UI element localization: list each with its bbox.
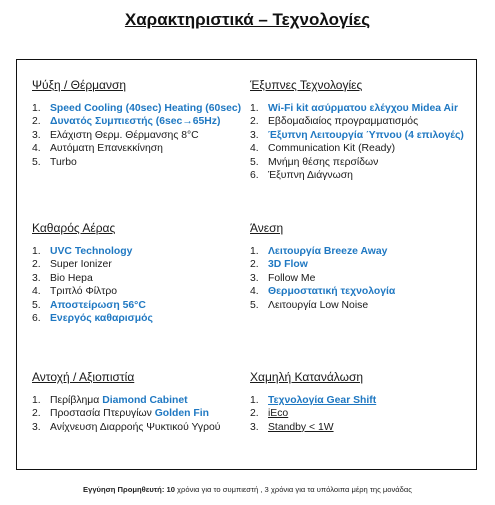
feature-highlight-text: Τεχνολογία Gear Shift bbox=[268, 395, 377, 406]
feature-text bbox=[50, 245, 132, 258]
feature-item bbox=[250, 115, 475, 128]
feature-item bbox=[250, 394, 475, 407]
feature-item bbox=[32, 115, 242, 128]
feature-plain-text: Αυτόματη Επανεκκίνηση bbox=[50, 143, 163, 155]
warranty-years-other: 3 bbox=[264, 485, 269, 494]
feature-highlight-text: Θερμοστατική τεχνολογία bbox=[268, 286, 396, 298]
feature-item bbox=[250, 407, 475, 420]
feature-number: 2. bbox=[32, 408, 41, 420]
feature-item bbox=[32, 421, 247, 434]
feature-text bbox=[268, 285, 395, 298]
feature-text bbox=[268, 407, 288, 420]
feature-plain-text: Super Ionizer bbox=[50, 259, 112, 271]
feature-number: 3. bbox=[32, 272, 41, 284]
feature-item bbox=[32, 258, 242, 271]
feature-highlight-text: Ενεργός καθαρισμός bbox=[50, 312, 153, 324]
feature-item bbox=[250, 272, 475, 285]
section-title-durability: Αντοχή / Αξιοπιστία bbox=[32, 370, 135, 384]
feature-list-cooling-heating bbox=[32, 102, 242, 169]
feature-item bbox=[250, 102, 475, 115]
feature-text bbox=[50, 129, 199, 142]
feature-text bbox=[50, 156, 77, 169]
section-title-clean-air: Καθαρός Αέρας bbox=[32, 221, 116, 235]
feature-number: 1. bbox=[32, 103, 41, 114]
feature-number: 1. bbox=[250, 246, 259, 257]
feature-plain-text: Bio Hepa bbox=[50, 272, 93, 284]
feature-plain-text: Λειτουργία Low Noise bbox=[268, 299, 369, 311]
feature-highlight-text: Wi-Fi kit ασύρματου ελέγχου Midea Air bbox=[268, 103, 458, 114]
feature-text bbox=[50, 421, 220, 434]
feature-number: 3. bbox=[250, 421, 259, 433]
feature-item bbox=[250, 421, 475, 434]
feature-number: 5. bbox=[32, 156, 41, 168]
feature-number: 5. bbox=[250, 156, 259, 168]
feature-number: 1. bbox=[32, 395, 41, 406]
section-durability bbox=[32, 370, 247, 434]
feature-number: 1. bbox=[250, 395, 259, 406]
feature-item bbox=[32, 407, 247, 420]
feature-text bbox=[268, 272, 315, 285]
feature-plain-text: Προστασία Πτερυγίων bbox=[50, 408, 155, 420]
feature-text bbox=[268, 394, 376, 407]
feature-text bbox=[268, 421, 334, 434]
feature-number: 1. bbox=[250, 103, 259, 114]
feature-number: 5. bbox=[250, 299, 259, 311]
feature-plain-text: Μνήμη θέσης περσίδων bbox=[268, 156, 379, 168]
feature-item bbox=[250, 169, 475, 182]
feature-item bbox=[32, 312, 242, 325]
feature-plain-text: Έξυπνη Διάγνωση bbox=[268, 169, 353, 181]
feature-text bbox=[268, 299, 368, 312]
feature-item bbox=[250, 258, 475, 271]
section-comfort bbox=[250, 221, 475, 312]
feature-plain-text: Περίβλημα bbox=[50, 395, 103, 406]
feature-text bbox=[268, 142, 395, 155]
feature-number: 2. bbox=[32, 116, 41, 128]
feature-highlight-text: Speed Cooling (40sec) Heating (60sec) bbox=[50, 103, 242, 114]
feature-number: 6. bbox=[250, 169, 259, 181]
feature-item bbox=[250, 129, 475, 142]
feature-text bbox=[50, 407, 209, 420]
feature-text bbox=[268, 156, 378, 169]
feature-plain-text: Ανίχνευση Διαρροής Ψυκτικού Υγρού bbox=[50, 421, 221, 433]
feature-plain-text: Turbo bbox=[50, 156, 77, 168]
feature-item bbox=[250, 156, 475, 169]
feature-highlight-text: Αποστείρωση 56°C bbox=[50, 299, 146, 311]
feature-text bbox=[50, 115, 220, 128]
feature-text bbox=[268, 115, 418, 128]
feature-number: 5. bbox=[32, 299, 41, 311]
section-title-cooling-heating: Ψύξη / Θέρμανση bbox=[32, 78, 127, 92]
feature-highlight-text: 3D Flow bbox=[268, 259, 308, 271]
feature-item bbox=[32, 129, 242, 142]
feature-highlight-text: Diamond Cabinet bbox=[102, 395, 188, 406]
feature-text bbox=[268, 169, 353, 182]
feature-plain-text: Ελάχιστη Θερμ. Θέρμανσης 8°C bbox=[50, 129, 199, 141]
feature-plain-text: Standby < 1W bbox=[268, 421, 334, 433]
feature-highlight-text: Λειτουργία Breeze Away bbox=[268, 246, 388, 257]
feature-number: 6. bbox=[32, 312, 41, 324]
feature-item bbox=[32, 272, 242, 285]
warranty-text-other: χρόνια για τα υπόλοιπα μέρη της μονάδας bbox=[268, 485, 412, 494]
feature-list-durability bbox=[32, 394, 247, 434]
feature-number: 3. bbox=[250, 129, 259, 141]
feature-plain-text: Follow Me bbox=[268, 272, 316, 284]
feature-text bbox=[50, 142, 163, 155]
feature-item bbox=[250, 142, 475, 155]
feature-number: 3. bbox=[250, 272, 259, 284]
feature-number: 2. bbox=[250, 408, 259, 420]
feature-item bbox=[32, 285, 242, 298]
section-cooling-heating bbox=[32, 78, 242, 169]
feature-text bbox=[50, 258, 112, 271]
feature-item bbox=[32, 299, 242, 312]
feature-number: 4. bbox=[32, 286, 41, 298]
feature-item bbox=[250, 245, 475, 258]
feature-text bbox=[50, 394, 188, 407]
feature-plain-text: iEco bbox=[268, 408, 289, 420]
feature-item bbox=[32, 245, 242, 258]
section-title-low-consumption: Χαμηλή Κατανάλωση bbox=[250, 370, 364, 384]
section-title-smart-technologies: Έξυπνες Τεχνολογίες bbox=[250, 78, 363, 92]
section-low-consumption bbox=[250, 370, 475, 434]
feature-number: 3. bbox=[32, 421, 41, 433]
feature-item bbox=[250, 285, 475, 298]
feature-text bbox=[50, 299, 146, 312]
feature-number: 4. bbox=[250, 286, 259, 298]
feature-text bbox=[50, 285, 117, 298]
feature-number: 3. bbox=[32, 129, 41, 141]
feature-number: 4. bbox=[32, 143, 41, 155]
feature-number: 2. bbox=[250, 116, 259, 128]
feature-number: 2. bbox=[32, 259, 41, 271]
feature-text bbox=[268, 245, 387, 258]
feature-text bbox=[268, 102, 458, 115]
feature-plain-text: Εβδομαδιαίος προγραμματισμός bbox=[268, 116, 419, 128]
feature-item bbox=[32, 102, 242, 115]
feature-item bbox=[32, 156, 242, 169]
feature-highlight-text: UVC Technology bbox=[50, 246, 133, 257]
warranty-note bbox=[0, 485, 495, 494]
feature-plain-text: Τριπλό Φίλτρο bbox=[50, 286, 118, 298]
feature-text bbox=[50, 102, 241, 115]
feature-highlight-text: Golden Fin bbox=[154, 408, 209, 420]
warranty-label: Εγγύηση Προμηθευτή: bbox=[83, 485, 165, 494]
feature-list-smart-technologies bbox=[250, 102, 475, 182]
feature-list-clean-air bbox=[32, 245, 242, 325]
warranty-text-compressor: χρόνια για το συμπιεστή , bbox=[174, 485, 265, 494]
page-title: Χαρακτηριστικά – Τεχνολογίες bbox=[124, 10, 371, 29]
feature-item bbox=[32, 394, 247, 407]
feature-highlight-text: Δυνατός Συμπιεστής (6sec→65Hz) bbox=[50, 116, 221, 128]
feature-text bbox=[268, 258, 308, 271]
feature-number: 2. bbox=[250, 259, 259, 271]
feature-number: 1. bbox=[32, 246, 41, 257]
feature-list-comfort bbox=[250, 245, 475, 312]
feature-item bbox=[250, 299, 475, 312]
section-clean-air bbox=[32, 221, 242, 325]
feature-item bbox=[32, 142, 242, 155]
section-smart-technologies bbox=[250, 78, 475, 182]
feature-text bbox=[50, 272, 93, 285]
feature-highlight-text: Έξυπνη Λειτουργία Ύπνου (4 επιλογές) bbox=[268, 129, 464, 141]
feature-plain-text: Communication Kit (Ready) bbox=[268, 143, 396, 155]
feature-number: 4. bbox=[250, 143, 259, 155]
feature-list-low-consumption bbox=[250, 394, 475, 434]
warranty-years-compressor: 10 bbox=[166, 485, 175, 494]
feature-text bbox=[50, 312, 153, 325]
feature-text bbox=[268, 129, 464, 142]
section-title-comfort: Άνεση bbox=[250, 221, 284, 235]
